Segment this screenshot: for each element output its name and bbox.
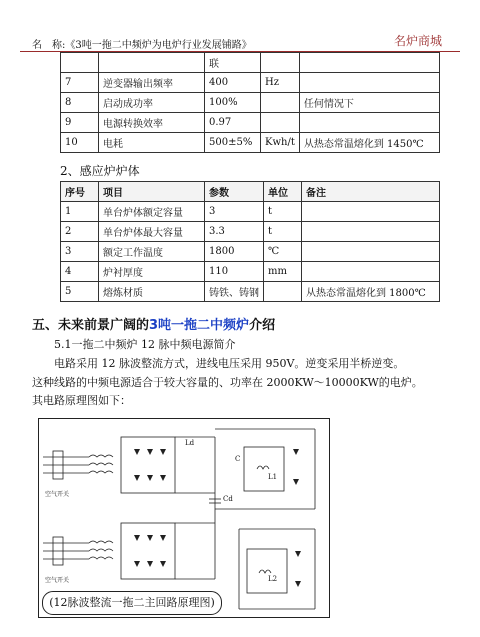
- table-header-row: [61, 182, 440, 202]
- table-cell: 4: [61, 262, 99, 282]
- header-doc-name: 名 称:《3吨一拖二中频炉为电炉行业发展铺路》: [32, 40, 252, 51]
- table-cell: 1: [61, 202, 99, 222]
- table-cell: 电源转换效率: [99, 113, 205, 133]
- table-cell: 3.3: [205, 222, 264, 242]
- table-cell: 从热态常温熔化到 1800℃: [302, 282, 440, 302]
- table-cell: t: [264, 222, 302, 242]
- table-cell: ℃: [264, 242, 302, 262]
- column-header: 序号: [61, 182, 99, 202]
- table-cell: 9: [61, 113, 99, 133]
- paragraph-line: 这种线路的中频电源适合于较大容量的、功率在 2000KW～10000KW的电炉。: [32, 376, 423, 389]
- table-cell: 0.97: [205, 113, 261, 133]
- heading-suffix: 介绍: [249, 318, 276, 333]
- diagram-caption: (12脉波整流一拖二主回路原理图): [42, 591, 222, 615]
- circuit-schematic: [39, 419, 329, 617]
- table-cell: Hz: [261, 73, 300, 93]
- table-cell: 单台炉体最大容量: [99, 222, 205, 242]
- table-row: [61, 282, 440, 302]
- table-row: [61, 113, 440, 133]
- heading-link[interactable]: 3吨一拖二中频炉: [149, 318, 250, 333]
- table-cell: [302, 262, 440, 282]
- table-cell: 1800: [205, 242, 264, 262]
- table-cell: 100%: [205, 93, 261, 113]
- subsection-title: 5.1一拖二中频炉 12 脉中频电源简介: [54, 338, 236, 351]
- table-cell: mm: [264, 262, 302, 282]
- table-cell: 启动成功率: [99, 93, 205, 113]
- coil-label: L2: [268, 575, 278, 583]
- table-cell: 7: [61, 73, 99, 93]
- table-cell: [302, 202, 440, 222]
- table-cell: 8: [61, 93, 99, 113]
- table-cell: 额定工作温度: [99, 242, 205, 262]
- circuit-diagram: [38, 418, 330, 618]
- heading-prefix: 五、未来前景广阔的: [32, 318, 150, 333]
- table-cell: 500±5%: [205, 133, 261, 153]
- paragraph-line: 其电路原理图如下：: [32, 394, 131, 407]
- paragraph-line: 电路采用 12 脉波整流方式，进线电压采用 950V。逆变采用半桥逆变。: [54, 357, 405, 370]
- table-cell: 逆变器输出频率: [99, 73, 205, 93]
- table-cell: 3: [61, 242, 99, 262]
- table-cell: [302, 242, 440, 262]
- header-site-name[interactable]: 名炉商城: [393, 34, 442, 48]
- furnace-spec-table: [60, 181, 440, 302]
- table-cell: 铸铁、铸钢: [205, 282, 264, 302]
- page-header: [20, 34, 460, 50]
- breaker-label: 空气开关: [45, 577, 70, 584]
- table-cell: 400: [205, 73, 261, 93]
- table-cell: 单台炉体额定容量: [99, 202, 205, 222]
- table-cell: 2: [61, 222, 99, 242]
- table-cell: 3: [205, 202, 264, 222]
- table-row: [61, 73, 440, 93]
- table-row: [61, 262, 440, 282]
- table-cell: 10: [61, 133, 99, 153]
- table-row: [61, 242, 440, 262]
- table-cell: t: [264, 202, 302, 222]
- capacitor-label: C: [235, 455, 241, 463]
- table-cell: [261, 93, 300, 113]
- column-header: 参数: [205, 182, 264, 202]
- column-header: 项目: [99, 182, 205, 202]
- inductor-label: Ld: [185, 439, 195, 447]
- table-cell: 电耗: [99, 133, 205, 153]
- table-cell: 110: [205, 262, 264, 282]
- table-cell: [264, 282, 302, 302]
- table-cell: 从热态常温熔化到 1450℃: [299, 133, 439, 153]
- section-5-heading: [32, 314, 275, 333]
- capacitor-label: Cd: [223, 495, 233, 503]
- table-cell: [261, 113, 300, 133]
- table-row: [61, 93, 440, 113]
- table-row: [61, 222, 440, 242]
- table-cell: [299, 113, 439, 133]
- table-cell: 熔炼材质: [99, 282, 205, 302]
- table-cell: 联: [205, 53, 261, 73]
- table-cell: [299, 73, 439, 93]
- table-row: [61, 202, 440, 222]
- breaker-label: 空气开关: [45, 491, 70, 498]
- table-cell: 炉衬厚度: [99, 262, 205, 282]
- table-row: [61, 53, 440, 73]
- table-cell: [302, 222, 440, 242]
- column-header: 单位: [264, 182, 302, 202]
- column-header: 备注: [302, 182, 440, 202]
- table-cell: 5: [61, 282, 99, 302]
- table-cell: 任何情况下: [299, 93, 439, 113]
- section-2-title: 2、感应炉炉体: [60, 164, 140, 178]
- coil-label: L1: [268, 473, 278, 481]
- table-cell: Kwh/t: [261, 133, 300, 153]
- table-row: [61, 133, 440, 153]
- spec-table-continued: [60, 52, 440, 153]
